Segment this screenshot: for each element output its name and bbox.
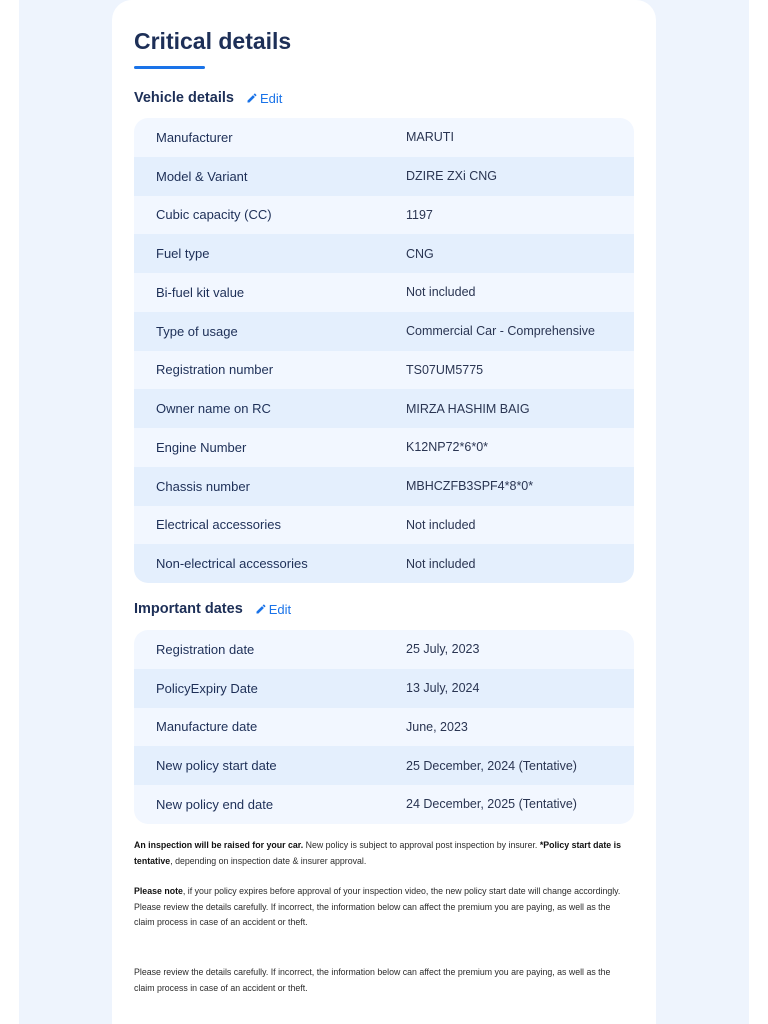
table-row (134, 273, 634, 312)
inspection-note (134, 838, 632, 869)
vehicle-details-table (134, 118, 634, 583)
row-value: Not included (406, 517, 476, 532)
row-value: TS07UM5775 (406, 362, 484, 377)
row-value: CNG (406, 246, 434, 261)
vehicle-edit-label: Edit (259, 90, 283, 106)
row-value: Not included (406, 556, 476, 571)
table-row (134, 630, 634, 669)
row-label: Manufacturer (156, 129, 233, 145)
row-value: 1197 (406, 207, 433, 222)
row-value: June, 2023 (406, 719, 468, 734)
row-value: K12NP72*6*0* (406, 440, 489, 455)
row-label: Registration number (156, 362, 274, 378)
inspection-note-bold: An inspection will be raised for your car. (134, 840, 304, 850)
review-note: Please review the details carefully. If incorrect, the information below can affect the premium you are paying, as well as the claim process in case of an accident or theft. (134, 967, 611, 993)
tentative-note-text: , depending on inspection date & insurer approval. (170, 855, 367, 866)
table-row (134, 428, 634, 467)
table-row (134, 708, 634, 747)
table-row (134, 785, 634, 824)
row-label: Owner name on RC (156, 401, 271, 417)
table-row (134, 351, 634, 390)
important-dates-table (134, 630, 634, 824)
please-note-bold: Please note (134, 886, 183, 896)
vehicle-details-header (134, 88, 282, 108)
row-value: 25 July, 2023 (406, 642, 480, 657)
row-value: MBHCZFB3SPF4*8*0* (406, 479, 534, 494)
row-label: New policy start date (156, 758, 277, 774)
tentative-note-bold: *Policy start date is tentative (134, 840, 621, 866)
vehicle-details-title: Vehicle details (134, 90, 234, 106)
row-value: 13 July, 2024 (406, 681, 480, 696)
table-row (134, 196, 634, 235)
table-row (134, 669, 634, 708)
row-label: PolicyExpiry Date (156, 680, 258, 696)
row-value: MARUTI (406, 130, 454, 145)
page-title: Critical details (134, 28, 292, 54)
table-row (134, 234, 634, 273)
row-label: Manufacture date (156, 719, 258, 735)
row-label: Cubic capacity (CC) (156, 207, 272, 223)
please-note (134, 884, 632, 931)
inspection-note-text: New policy is subject to approval post inspection by insurer. (303, 840, 540, 850)
table-row (134, 544, 634, 583)
table-row (134, 746, 634, 785)
row-label: Model & Variant (156, 168, 248, 184)
row-label: New policy end date (156, 796, 274, 812)
row-label: Bi-fuel kit value (156, 284, 245, 300)
vehicle-edit-button[interactable] (246, 91, 282, 106)
row-value: 25 December, 2024 (Tentative) (406, 758, 577, 773)
row-label: Fuel type (156, 246, 210, 262)
please-note-text: , if your policy expires before approval of your inspection video, the new policy start date will change accordingly. Please review the details carefully. If incorrect, the information below can affect the premium you are paying, as well as the claim process in case of an accident or theft. (134, 886, 621, 927)
row-label: Engine Number (156, 439, 247, 455)
row-value: Not included (406, 285, 476, 300)
row-value: 24 December, 2025 (Tentative) (406, 797, 577, 812)
table-row (134, 389, 634, 428)
row-value: Commercial Car - Comprehensive (406, 324, 595, 339)
row-label: Non-electrical accessories (156, 556, 308, 572)
dates-edit-label: Edit (268, 601, 292, 617)
table-row (134, 118, 634, 157)
table-row (134, 467, 634, 506)
row-value: DZIRE ZXi CNG (406, 169, 497, 184)
row-label: Chassis number (156, 478, 250, 494)
important-dates-title: Important dates (134, 601, 243, 617)
important-dates-header (134, 599, 291, 619)
pencil-icon (246, 92, 258, 104)
title-underline (134, 66, 205, 69)
row-label: Type of usage (156, 323, 238, 339)
pencil-icon (255, 603, 267, 615)
table-row (134, 506, 634, 545)
row-label: Electrical accessories (156, 517, 281, 533)
table-row (134, 312, 634, 351)
dates-edit-button[interactable] (255, 602, 291, 617)
table-row (134, 157, 634, 196)
row-label: Registration date (156, 641, 255, 657)
row-value: MIRZA HASHIM BAIG (406, 401, 530, 416)
